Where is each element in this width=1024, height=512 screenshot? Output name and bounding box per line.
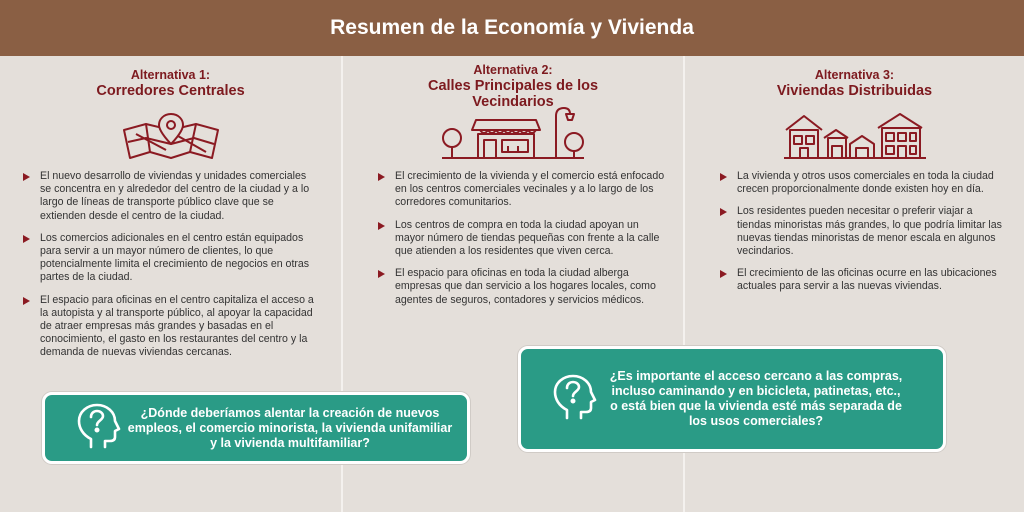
list-item: El espacio para oficinas en el centro capitaliza el acceso a la autopista y al transporte público, al apoyar la capacidad de atraer empresas más grandes y basadas en el conocimiento, el gasto en los restaurantes del centro y la demanda de nuevas viviendas cercanas.	[20, 294, 320, 360]
map-pin-icon	[116, 110, 226, 162]
alt-name: Corredores Centrales	[96, 83, 245, 99]
alt-name: Calles Principales de los Vecindarios	[427, 78, 599, 110]
storefront-icon	[438, 102, 588, 162]
list-item: Los residentes pueden necesitar o preferir viajar a tiendas minoristas más grandes, lo que podría limitar las nuevas tiendas minoristas de menor escala en algunos vecindarios.	[717, 205, 1007, 258]
list-item: El espacio para oficinas en toda la ciudad alberga empresas que dan servicio a los hogares locales, como agentes de seguros, contadores y servicios médicos.	[375, 267, 665, 307]
head-question-icon	[75, 403, 123, 454]
page-title: Resumen de la Economía y Vivienda	[330, 16, 694, 39]
head-question-icon	[551, 374, 599, 425]
page-header	[0, 0, 1024, 56]
question-box-2	[518, 346, 946, 452]
alt-title-1	[0, 68, 341, 99]
bullet-list	[20, 170, 320, 360]
list-item: El crecimiento de la vivienda y el comercio está enfocado en los centros comerciales vecinales y a lo largo de los corredores comunitarios.	[375, 170, 665, 210]
alt-label: Alternativa 3:	[814, 68, 895, 82]
houses-icon	[780, 108, 930, 160]
bullet-list	[375, 170, 665, 307]
alt-label: Alternativa 1:	[130, 68, 211, 82]
list-item: La vivienda y otros usos comerciales en toda la ciudad crecen proporcionalmente donde existen hoy en día.	[717, 170, 1007, 196]
question-text: ¿Es importante el acceso cercano a las compras, incluso caminando y en bicicleta, patinetas, etc., o está bien que la vivienda esté más separada de los usos comerciales?	[609, 369, 903, 428]
question-text: ¿Dónde deberíamos alentar la creación de nuevos empleos, el comercio minorista, la vivienda unifamiliar y la vivienda multifamiliar?	[127, 405, 453, 450]
list-item: El nuevo desarrollo de viviendas y unidades comerciales se concentra en y alrededor del centro de la ciudad y a lo largo de líneas de transporte público clave que se extienden desde el centro de la ciudad.	[20, 170, 320, 223]
alt-label: Alternativa 2:	[473, 63, 553, 77]
alt-name: Viviendas Distribuidas	[776, 83, 933, 99]
bullet-list	[717, 170, 1007, 294]
list-item: Los comercios adicionales en el centro están equipados para servir a un mayor número de clientes, lo que potencialmente limita el crecimiento de negocios en otras partes de la ciudad.	[20, 232, 320, 285]
alt-title-3	[685, 68, 1024, 99]
list-item: El crecimiento de las oficinas ocurre en las ubicaciones actuales para servir a las nuevas viviendas.	[717, 267, 1007, 293]
question-box-1	[42, 392, 470, 464]
list-item: Los centros de compra en toda la ciudad apoyan un mayor número de tiendas pequeñas con frente a la calle que atienden a los residentes que viven cerca.	[375, 219, 665, 259]
